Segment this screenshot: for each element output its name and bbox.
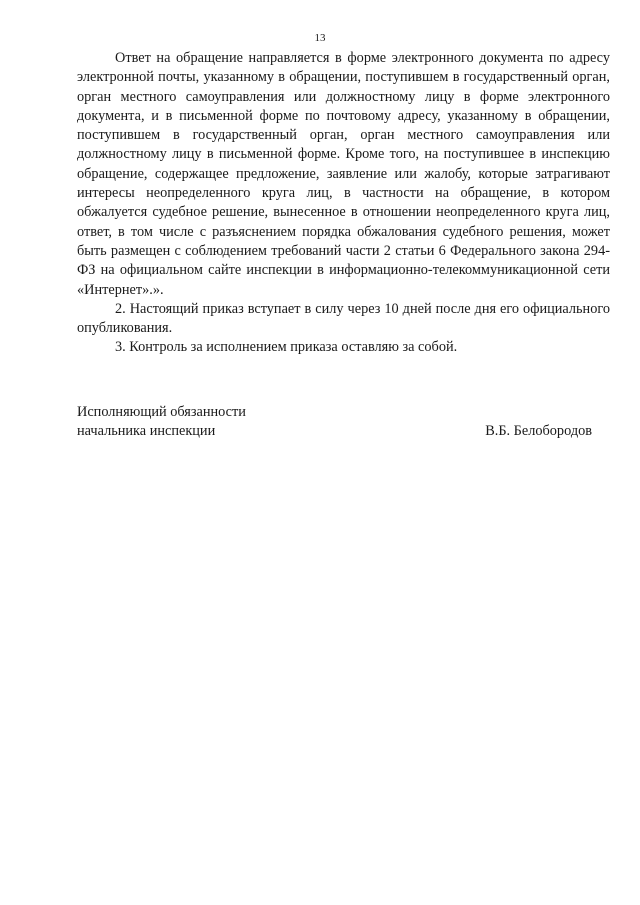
paragraph-control: 3. Контроль за исполнением приказа оставляю за собой.: [115, 339, 458, 356]
paragraph-effective-date: 2. Настоящий приказ вступает в силу через 10 дней после дня его официального опубликования.: [77, 300, 610, 337]
signature-position-line2: начальника инспекции: [77, 423, 216, 440]
signatory-name: В.Б. Белобородов: [485, 423, 592, 440]
signature-row: [77, 422, 592, 441]
page-number: 13: [314, 32, 326, 44]
signature-block: [77, 403, 592, 442]
paragraph-response-procedure: Ответ на обращение направляется в форме электронного документа по адресу электронной почты, указанному в обращении, поступившем в государственный орган, орган местного самоуправления или должностному лицу в форме электронного документа, и в письменной форме по почтовому адресу, указанному в обращении, поступившем в государственный орган, орган местного самоуправления или должностному лицу в письменной форме. Кроме того, на поступившее в инспекцию обращение, содержащее предложение, заявление или жалобу, которые затрагивают интересы неопределенного круга лиц, в частности на обращение, в котором обжалуется судебное решение, вынесенное в отношении неопределенного круга лиц, ответ, в том числе с разъяснением порядка обжалования судебного решения, может быть размещен с соблюдением требований части 2 статьи 6 Федерального закона 294-ФЗ на официальном сайте инспекции в информационно-телекоммуникационной сети «Интернет».».: [77, 50, 610, 298]
signature-position-line1: Исполняющий обязанности: [77, 404, 246, 420]
document-body: [77, 49, 610, 358]
